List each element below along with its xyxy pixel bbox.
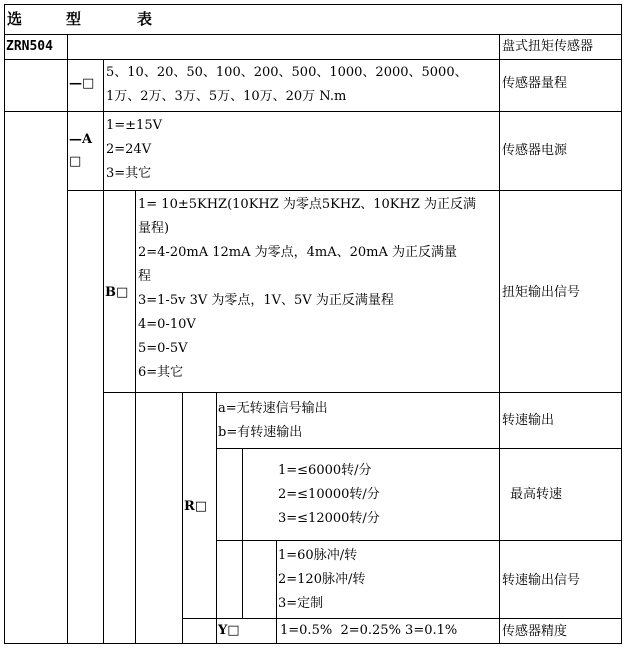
accuracy-desc: 传感器精度 (502, 624, 568, 639)
torque-output-code: B□ (105, 285, 129, 300)
power-line: 2=24V (106, 142, 152, 157)
torque-output-line: 6=其它 (138, 365, 184, 380)
model-desc: 盘式扭矩传感器 (502, 39, 594, 54)
speed-signal-desc: 转速输出信号 (502, 573, 581, 588)
range-desc: 传感器量程 (502, 76, 568, 91)
speed-signal-line: 3=定制 (278, 596, 324, 611)
speed-signal-line: 1=60脉冲/转 (278, 548, 358, 563)
selection-table (4, 4, 622, 644)
power-options (106, 114, 498, 186)
accuracy-code: Y□ (218, 623, 240, 638)
torque-output-line: 程 (138, 269, 152, 284)
torque-output-line: 4=0-10V (138, 317, 196, 332)
power-code-box: □ (69, 154, 82, 169)
max-speed-desc: 最高转速 (510, 487, 563, 502)
max-speed-options (278, 459, 498, 531)
torque-output-line: 3=1-5v 3V 为零点，1V、5V 为正反满量程 (138, 293, 394, 308)
range-options (106, 61, 498, 109)
power-desc: 传感器电源 (502, 143, 568, 158)
speed-output-options (218, 397, 498, 445)
torque-output-desc: 扭矩输出信号 (502, 285, 581, 300)
range-code: —□ (69, 76, 95, 91)
accuracy-options: 1=0.5% 2=0.25% 3=0.1% (280, 623, 458, 638)
max-speed-line: 3=≤12000转/分 (278, 511, 380, 526)
speed-output-line: a=无转速信号输出 (218, 401, 328, 416)
header-title-char-1: 选 (7, 10, 23, 28)
model-code: ZRN504 (6, 39, 53, 54)
speed-output-line: b=有转速输出 (218, 425, 303, 440)
range-line: 1万、2万、3万、5万、10万、20万 N.m (106, 89, 347, 104)
header-title-char-3: 表 (137, 10, 153, 28)
power-line: 3=其它 (106, 166, 152, 181)
torque-output-line: 1= 10±5KHZ(10KHZ 为零点5KHZ、10KHZ 为正反满 (138, 197, 477, 212)
torque-output-options (138, 193, 498, 385)
speed-signal-options (278, 544, 498, 616)
header-title-char-2: 型 (66, 10, 82, 28)
torque-output-line: 5=0-5V (138, 341, 188, 356)
max-speed-line: 1=≤6000转/分 (278, 463, 372, 478)
speed-output-desc: 转速输出 (502, 413, 555, 428)
torque-output-line: 量程) (138, 221, 170, 236)
range-line: 5、10、20、50、100、200、500、1000、2000、5000、 (106, 65, 468, 80)
max-speed-line: 2=≤10000转/分 (278, 487, 380, 502)
power-line: 1=±15V (106, 118, 162, 133)
torque-output-line: 2=4-20mA 12mA 为零点，4mA、20mA 为正反满量 (138, 245, 457, 260)
max-speed-code: R□ (184, 499, 208, 514)
power-code: —A (69, 132, 93, 147)
speed-signal-line: 2=120脉冲/转 (278, 572, 366, 587)
